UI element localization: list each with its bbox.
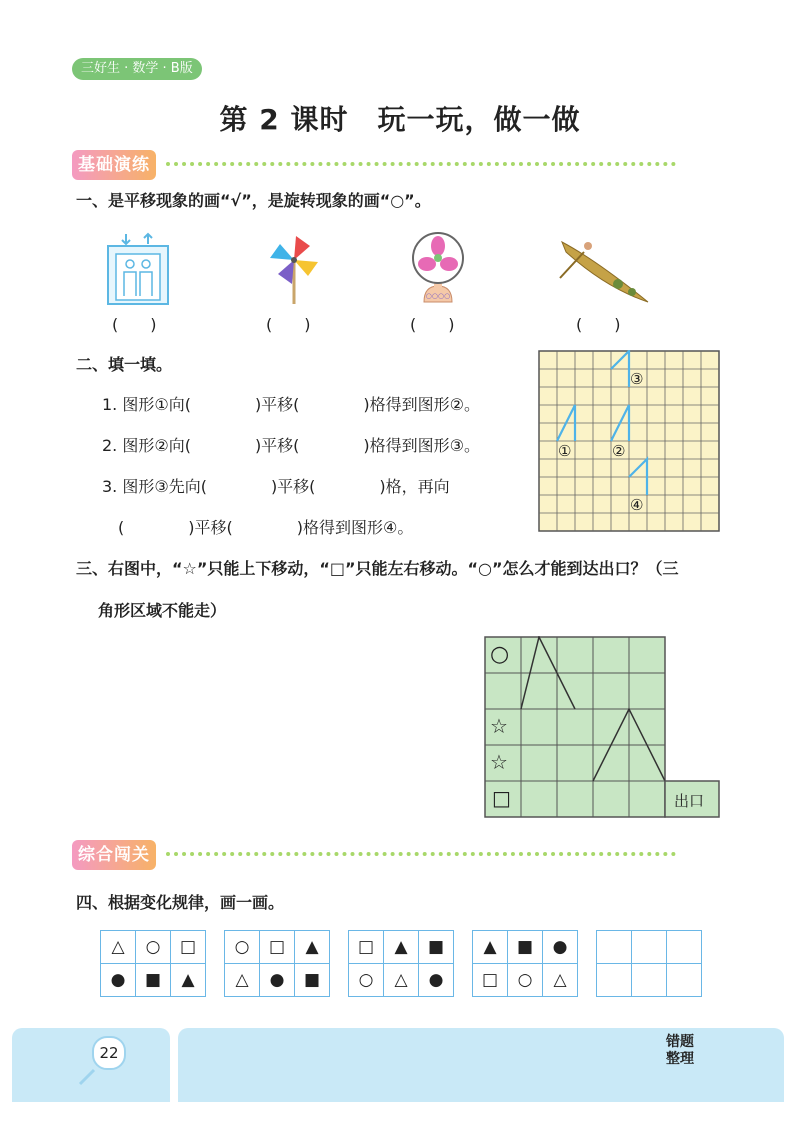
answer-cell[interactable] <box>667 964 702 997</box>
shape-cell: ● <box>260 964 295 997</box>
question-1-text: 一、是平移现象的画“√”，是旋转现象的画“○”。 <box>76 191 431 210</box>
answer-cell[interactable] <box>667 931 702 964</box>
shape-cell: □ <box>349 931 384 964</box>
question-2-line-2[interactable]: 2. 图形②向( )平移( )格得到图形③。 <box>102 436 481 455</box>
page-title: 第 2 课时 玩一玩，做一做 <box>219 103 581 136</box>
shape-cell: ○ <box>225 931 260 964</box>
mistakes-title <box>666 1034 694 1068</box>
answer-cell[interactable] <box>597 964 632 997</box>
shape-label-3: ③ <box>630 370 644 388</box>
star-piece-1: ☆ <box>490 714 508 738</box>
pinwheel-picture <box>266 232 322 306</box>
shape-cell: □ <box>171 931 206 964</box>
shape-label-2: ② <box>612 442 626 460</box>
circle-piece: ○ <box>490 642 510 667</box>
shape-cell: ▲ <box>473 931 508 964</box>
page-number: 22 <box>92 1036 126 1070</box>
answer-paren-1[interactable]: ( ) <box>112 315 157 334</box>
pattern-group-2 <box>224 930 330 997</box>
dotted-divider <box>166 852 676 856</box>
shape-cell: ○ <box>136 931 171 964</box>
dotted-divider <box>166 162 676 166</box>
shape-cell: ○ <box>508 964 543 997</box>
answer-paren-4[interactable]: ( ) <box>576 315 621 334</box>
svg-text:○○○○: ○○○○ <box>425 292 451 300</box>
section-badge-basic: 基础演练 <box>72 150 156 180</box>
shape-cell: ▲ <box>384 931 419 964</box>
question-4-text: 四、根据变化规律，画一画。 <box>76 893 285 912</box>
shape-cell: ▲ <box>171 964 206 997</box>
mistakes-line-2: 整理 <box>666 1051 694 1067</box>
shape-cell: ■ <box>136 964 171 997</box>
pattern-group-3 <box>348 930 454 997</box>
shape-cell: △ <box>384 964 419 997</box>
shape-cell: △ <box>225 964 260 997</box>
answer-paren-3[interactable]: ( ) <box>410 315 455 334</box>
maze-grid <box>484 636 722 820</box>
mistakes-line-1: 错题 <box>666 1034 694 1050</box>
star-piece-2: ☆ <box>490 750 508 774</box>
question-3-text-line-1: 三、右图中，“☆”只能上下移动，“□”只能左右移动。“○”怎么才能到达出口？（三 <box>76 559 679 578</box>
question-2-line-1[interactable]: 1. 图形①向( )平移( )格得到图形②。 <box>102 395 481 414</box>
elevator-picture <box>104 228 172 306</box>
shape-cell: ■ <box>419 931 454 964</box>
pattern-answer-grid[interactable] <box>596 930 702 997</box>
shape-cell: ● <box>419 964 454 997</box>
section-badge-combined: 综合闯关 <box>72 840 156 870</box>
shape-cell: ○ <box>349 964 384 997</box>
shape-cell: □ <box>260 931 295 964</box>
question-2-text: 二、填一填。 <box>76 355 173 374</box>
answer-cell[interactable] <box>632 964 667 997</box>
answer-cell[interactable] <box>632 931 667 964</box>
shape-cell: ■ <box>508 931 543 964</box>
shape-label-4: ④ <box>630 496 644 514</box>
rowing-boat-picture <box>556 234 654 306</box>
shape-cell: □ <box>473 964 508 997</box>
translation-grid <box>538 350 720 532</box>
book-brand-badge: 三好生 · 数学 · B版 <box>72 58 202 80</box>
question-3-text-line-2: 角形区域不能走） <box>98 601 227 620</box>
pattern-group-4 <box>472 930 578 997</box>
shape-label-1: ① <box>558 442 572 460</box>
shape-cell: ● <box>543 931 578 964</box>
electric-fan-picture <box>408 230 468 306</box>
question-2-line-4[interactable]: ( )平移( )格得到图形④。 <box>118 518 414 537</box>
question-2-line-3[interactable]: 3. 图形③先向( )平移( )格，再向 <box>102 477 450 496</box>
shape-cell: ■ <box>295 964 330 997</box>
shape-cell: ● <box>101 964 136 997</box>
answer-cell[interactable] <box>597 931 632 964</box>
maze-exit-label: 出口 <box>674 792 705 810</box>
shape-cell: △ <box>543 964 578 997</box>
pattern-group-1 <box>100 930 206 997</box>
shape-cell: ▲ <box>295 931 330 964</box>
answer-paren-2[interactable]: ( ) <box>266 315 311 334</box>
shape-cell: △ <box>101 931 136 964</box>
square-piece: □ <box>492 786 511 810</box>
